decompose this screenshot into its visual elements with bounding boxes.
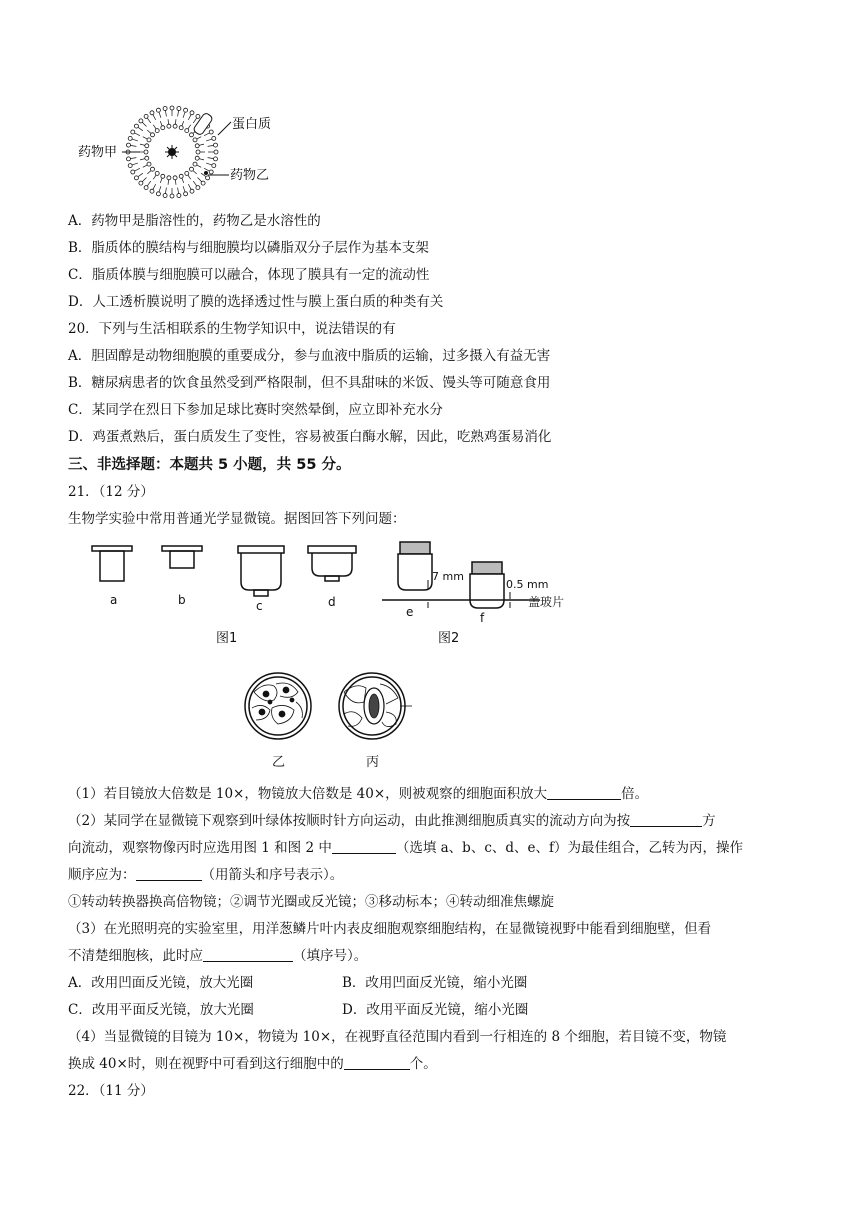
phospholipid-head xyxy=(170,194,174,198)
liposome-figure xyxy=(68,100,298,200)
q21-part2-text-b: 方 xyxy=(702,813,716,829)
distance-f: 0.5 mm xyxy=(506,578,549,591)
q21-part3-option-a: A．改用凹面反光镜，放大光圈 xyxy=(68,975,254,991)
q21-part2-line3 xyxy=(68,866,343,884)
q21-part3-option-d: D．改用平面反光镜，缩小光圈 xyxy=(342,1002,529,1018)
phospholipid-head xyxy=(156,192,160,196)
phospholipid-head xyxy=(190,111,194,115)
view-yi-cells xyxy=(252,683,302,724)
phospholipid-head xyxy=(185,129,189,133)
q21-steps: ①转动转换器换高倍物镜；②调节光圈或反光镜；③移动标本；④转动细准焦螺旋 xyxy=(68,894,554,910)
q20-option-a: A．胆固醇是动物细胞膜的重要成分，参与血液中脂质的运输，过多摄入有益无害 xyxy=(68,348,551,364)
phospholipid-head xyxy=(170,106,174,110)
phospholipid-head xyxy=(139,181,143,185)
label-yi: 乙 xyxy=(272,755,286,770)
label-a: a xyxy=(110,593,118,607)
phospholipid-head xyxy=(127,143,131,147)
phospholipid-head xyxy=(190,167,194,171)
phospholipid-head xyxy=(150,189,154,193)
phospholipid-head xyxy=(214,150,218,154)
answer-blank-3[interactable] xyxy=(332,839,396,854)
q19-option-a: A．药物甲是脂溶性的，药物乙是水溶性的 xyxy=(68,213,321,229)
q21-part3-option-c: C．改用平面反光镜，放大光圈 xyxy=(68,1002,254,1018)
phospholipid-head xyxy=(185,171,189,175)
phospholipid-head xyxy=(196,150,200,154)
phospholipid-head xyxy=(163,194,167,198)
q20-option-c: C．某同学在烈日下参加足球比赛时突然晕倒，应立即补充水分 xyxy=(68,402,443,418)
q20-stem: 20．下列与生活相联系的生物学知识中，说法错误的有 xyxy=(68,321,396,337)
q21-part2-text-d: （选填 a、b、c、d、e、f）为最佳组合，乙转为丙，操作 xyxy=(395,840,744,856)
phospholipid-head xyxy=(128,164,132,168)
label-e: e xyxy=(406,605,414,619)
label-b: b xyxy=(178,593,186,607)
label-bing: 丙 xyxy=(366,755,380,770)
label-drug-a: 药物甲 xyxy=(78,145,118,160)
answer-blank-4[interactable] xyxy=(136,866,202,881)
drug-a-particle xyxy=(165,145,179,159)
label-d: d xyxy=(328,595,336,609)
phospholipid-head xyxy=(184,108,188,112)
label-drug-b: 药物乙 xyxy=(230,168,270,183)
phospholipid-head xyxy=(127,157,131,161)
q21-part4-line2 xyxy=(68,1055,437,1073)
phospholipid-head xyxy=(131,130,135,134)
phospholipid-head xyxy=(151,167,155,171)
q21-number: 21．（12 分） xyxy=(68,484,154,500)
phospholipid-head xyxy=(145,156,149,160)
q22-number: 22．（11 分） xyxy=(68,1083,154,1099)
phospholipid-head xyxy=(214,143,218,147)
q21-part3-line1: （3）在光照明亮的实验室里，用洋葱鳞片叶内表皮细胞观察细胞结构，在显微镜视野中能看到细胞壁，但看 xyxy=(68,921,712,937)
q21-part2-text-c: 向流动，观察物像丙时应选用图 1 和图 2 中 xyxy=(68,840,332,856)
answer-blank-6[interactable] xyxy=(344,1055,410,1070)
q19-option-d: D．人工透析膜说明了膜的选择透过性与膜上蛋白质的种类有关 xyxy=(68,294,444,310)
figure-1-lenses xyxy=(80,538,380,648)
phospholipid-head xyxy=(179,126,183,130)
answer-blank-5[interactable] xyxy=(203,947,293,962)
q21-part4-text-c: 个。 xyxy=(409,1056,437,1072)
label-c: c xyxy=(256,599,263,613)
label-protein: 蛋白质 xyxy=(232,117,272,132)
phospholipid-head xyxy=(196,186,200,190)
phospholipid-head xyxy=(206,176,210,180)
q21-part3-line2 xyxy=(68,947,367,965)
phospholipid-head xyxy=(144,150,148,154)
phospholipid-head xyxy=(195,144,199,148)
phospholipid-head xyxy=(139,119,143,123)
q20-option-b: B．糖尿病患者的饮食虽然受到严格限制，但不具甜味的米饭、馒头等可随意食用 xyxy=(68,375,551,391)
phospholipid-head xyxy=(196,114,200,118)
phospholipid-head xyxy=(193,162,197,166)
phospholipid-head xyxy=(131,170,135,174)
phospholipid-head xyxy=(161,126,165,130)
q21-part2-line1 xyxy=(68,812,716,830)
q21-part4-text-b: 换成 40×时，则在视野中可看到这行细胞中的 xyxy=(68,1056,344,1072)
q21-part1-text: （1）若目镜放大倍数是 10×，物镜放大倍数是 40×，则被观察的细胞面积放大 xyxy=(68,786,548,802)
phospholipid-head xyxy=(209,170,213,174)
phospholipid-head xyxy=(184,192,188,196)
figure-2-caption: 图2 xyxy=(438,631,460,646)
phospholipid-head xyxy=(209,130,213,134)
answer-blank-1[interactable] xyxy=(547,785,621,800)
phospholipid-head xyxy=(147,138,151,142)
phospholipid-head xyxy=(128,136,132,140)
phospholipid-head xyxy=(144,114,148,118)
phospholipid-head xyxy=(190,133,194,137)
phospholipid-head xyxy=(155,129,159,133)
phospholipid-head xyxy=(167,124,171,128)
q21-part3-option-b: B．改用凹面反光镜，缩小光圈 xyxy=(342,975,528,991)
q21-part1 xyxy=(68,785,648,803)
phospholipid-head xyxy=(151,133,155,137)
figure-3-views xyxy=(240,662,420,774)
q19-option-b: B．脂质体的膜结构与细胞膜均以磷脂双分子层作为基本支架 xyxy=(68,240,429,256)
phospholipid-head xyxy=(147,162,151,166)
phospholipid-head xyxy=(190,189,194,193)
q21-part2-text-a: （2）某同学在显微镜下观察到叶绿体按顺时针方向运动，由此推测细胞质真实的流动方向为按 xyxy=(68,813,631,829)
phospholipid-head xyxy=(134,124,138,128)
phospholipid-head xyxy=(173,124,177,128)
phospholipid-head xyxy=(193,138,197,142)
section-heading: 三、非选择题：本题共 5 小题，共 55 分。 xyxy=(68,457,351,473)
phospholipid-head xyxy=(167,176,171,180)
phospholipid-head xyxy=(201,181,205,185)
phospholipid-head xyxy=(173,176,177,180)
q19-option-c: C．脂质体膜与细胞膜可以融合，体现了膜具有一定的流动性 xyxy=(68,267,430,283)
phospholipid-head xyxy=(195,156,199,160)
phospholipid-head xyxy=(144,186,148,190)
phospholipid-head xyxy=(156,108,160,112)
figure-1-caption: 图1 xyxy=(216,631,238,646)
phospholipid-head xyxy=(150,111,154,115)
phospholipid-head xyxy=(212,136,216,140)
distance-e: 7 mm xyxy=(432,570,464,583)
answer-blank-2[interactable] xyxy=(630,812,702,827)
phospholipid-head xyxy=(145,144,149,148)
phospholipid-head xyxy=(177,194,181,198)
phospholipid-head xyxy=(134,176,138,180)
figure-2-objectives xyxy=(380,536,600,648)
phospholipid-head xyxy=(163,107,167,111)
q21-part2-line2 xyxy=(68,839,743,857)
phospholipid-head xyxy=(212,164,216,168)
q21-part2-text-f: （用箭头和序号表示）。 xyxy=(201,867,344,883)
q21-part2-text-e: 顺序应为： xyxy=(68,867,136,883)
q21-part4-line1: （4）当显微镜的目镜为 10×，物镜为 10×，在视野直径范围内看到一行相连的 8 个细胞，若目镜不变，物镜 xyxy=(68,1029,727,1045)
phospholipid-head xyxy=(214,157,218,161)
q20-option-d: D．鸡蛋煮熟后，蛋白质发生了变性，容易被蛋白酶水解，因此，吃熟鸡蛋易消化 xyxy=(68,429,552,445)
q21-part3-text-b: 不清楚细胞核，此时应 xyxy=(68,948,203,964)
q21-intro: 生物学实验中常用普通光学显微镜。据图回答下列问题： xyxy=(68,511,406,527)
phospholipid-head xyxy=(177,107,181,111)
coverslip-label: 盖玻片 xyxy=(528,595,565,609)
phospholipid-head xyxy=(161,174,165,178)
phospholipid-head xyxy=(179,174,183,178)
label-f: f xyxy=(480,611,485,625)
phospholipid-head xyxy=(155,171,159,175)
q21-part1-tail: 倍。 xyxy=(621,786,649,802)
q21-part3-text-c: （填序号）。 xyxy=(293,948,368,964)
